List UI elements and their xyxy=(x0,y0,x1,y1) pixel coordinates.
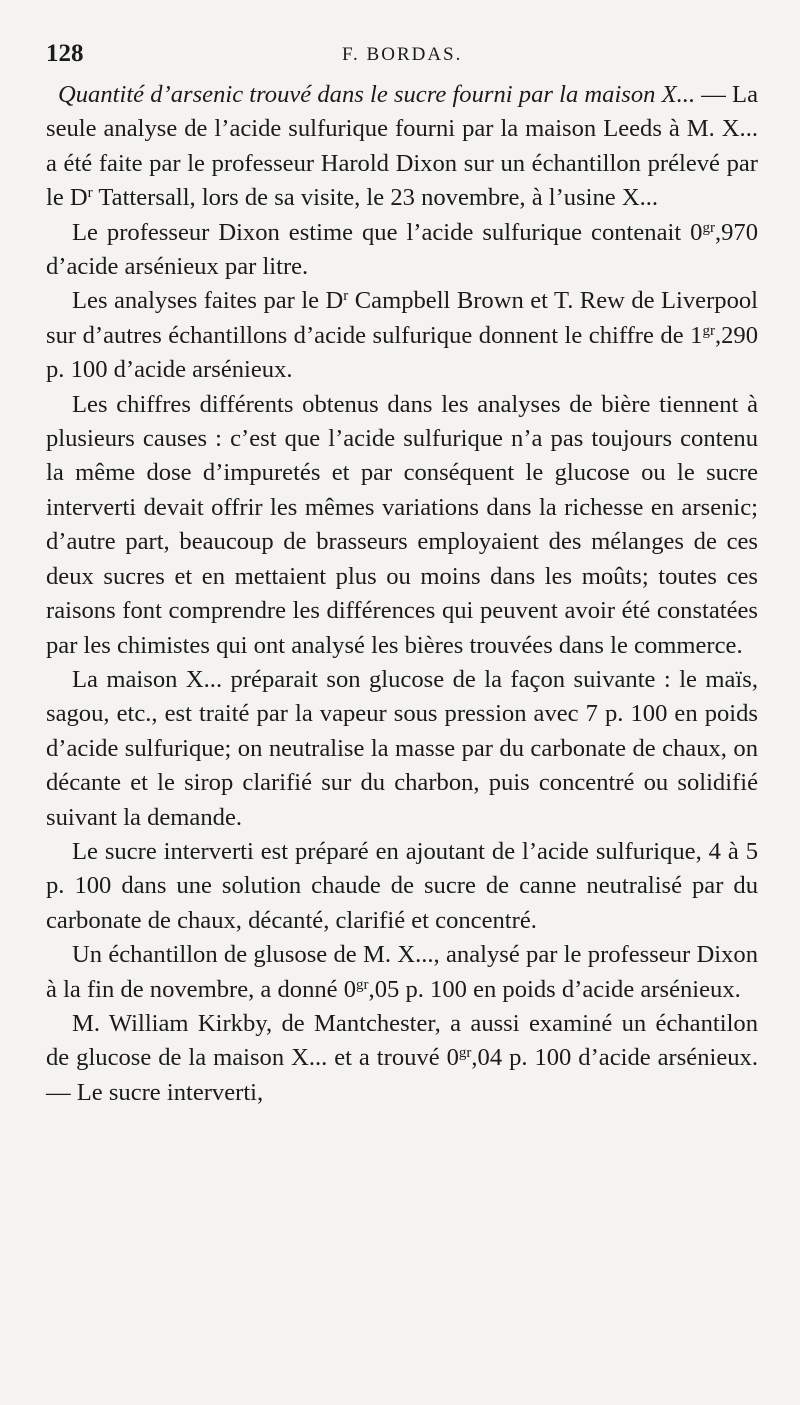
paragraph xyxy=(46,663,758,835)
paragraph-text: Les chiffres différents obtenus dans les analyses de bière tiennent à plusieurs causes : c’est que l’acide sulfurique n’a pas toujours contenu la même dose d’impuretés et par conséquent le glucose ou le sucre interverti devait offrir les mêmes variations dans la richesse en arsenic; d’autre part, beaucoup de brasseurs employaient des mélanges de ces deux sucres et en mettaient plus ou moins dans les moûts; toutes ces raisons font comprendre les différences qui peuvent avoir été constatées par les chimistes qui ont analysé les bières trouvées dans le commerce. xyxy=(46,390,758,659)
paragraph xyxy=(46,284,758,387)
superscript: gr xyxy=(356,976,369,993)
paragraph-text: Le sucre interverti est préparé en ajoutant de l’acide sulfurique, 4 à 5 p. 100 dans une solution chaude de sucre de canne neutralisé par du carbonate de chaux, décanté, clarifié et concentré. xyxy=(46,837,758,934)
paragraph xyxy=(46,1007,758,1110)
page-number: 128 xyxy=(46,40,84,67)
italic-heading: Quantité d’arsenic trouvé dans le sucre fourni par la maison X... xyxy=(58,81,696,108)
page-header xyxy=(46,40,760,76)
paragraph xyxy=(46,216,758,285)
paragraph-text: Les analyses faites par le D xyxy=(72,287,344,315)
superscript: gr xyxy=(702,219,715,236)
paragraph-text: Tattersall, lors de sa visite, le 23 novembre, à l’usine X... xyxy=(92,184,659,212)
paragraph-text: Campbell Brown et T. Rew de Liverpool sur d’autres échantillons d’acide sulfurique donnent le chiffre de 1 xyxy=(46,287,758,349)
paragraph xyxy=(46,835,758,938)
paragraph-text: Un échantillon de glusose de M. X..., analysé par le professeur Dixon à la fin de novembre, a donné 0 xyxy=(46,941,758,1003)
paragraph-text: ,970 d’acide arsénieux par litre. xyxy=(46,218,758,281)
paragraph xyxy=(46,938,758,1007)
paragraph-text: — La seule analyse de l’acide sulfurique fourni par la maison Leeds à M. X... a été faite par le professeur Harold Dixon sur un échantillon prélevé par le D xyxy=(46,81,758,212)
paragraph-text: La maison X... préparait son glucose de la façon suivante : le maïs, sagou, etc., est traité par la vapeur sous pression avec 7 p. 100 en poids d’acide sulfurique; on neutralise la masse par du carbonate de chaux, on décante et le sirop clarifié sur du charbon, puis concentré ou solidifié suivant la demande. xyxy=(46,665,758,831)
paragraph-text: Le professeur Dixon estime que l’acide sulfurique contenait 0 xyxy=(72,218,703,246)
superscript: r xyxy=(343,288,349,305)
paragraph-text: M. William Kirkby, de Mantchester, a aussi examiné un échantilon de glucose de la maison X... et a trouvé 0 xyxy=(46,1009,758,1072)
paragraph-text: ,290 p. 100 d’acide arsénieux. xyxy=(46,321,758,384)
paragraph xyxy=(46,388,758,663)
body-text xyxy=(46,78,758,1110)
paragraph-text: ,04 p. 100 d’acide arsénieux. — Le sucre interverti, xyxy=(46,1044,758,1106)
paragraph-text: ,05 p. 100 en poids d’acide arsénieux. xyxy=(368,975,741,1003)
superscript: gr xyxy=(702,322,715,339)
superscript: gr xyxy=(458,1045,472,1062)
running-head: F. BORDAS. xyxy=(342,44,463,65)
paragraph xyxy=(46,78,758,216)
superscript: r xyxy=(87,185,93,202)
